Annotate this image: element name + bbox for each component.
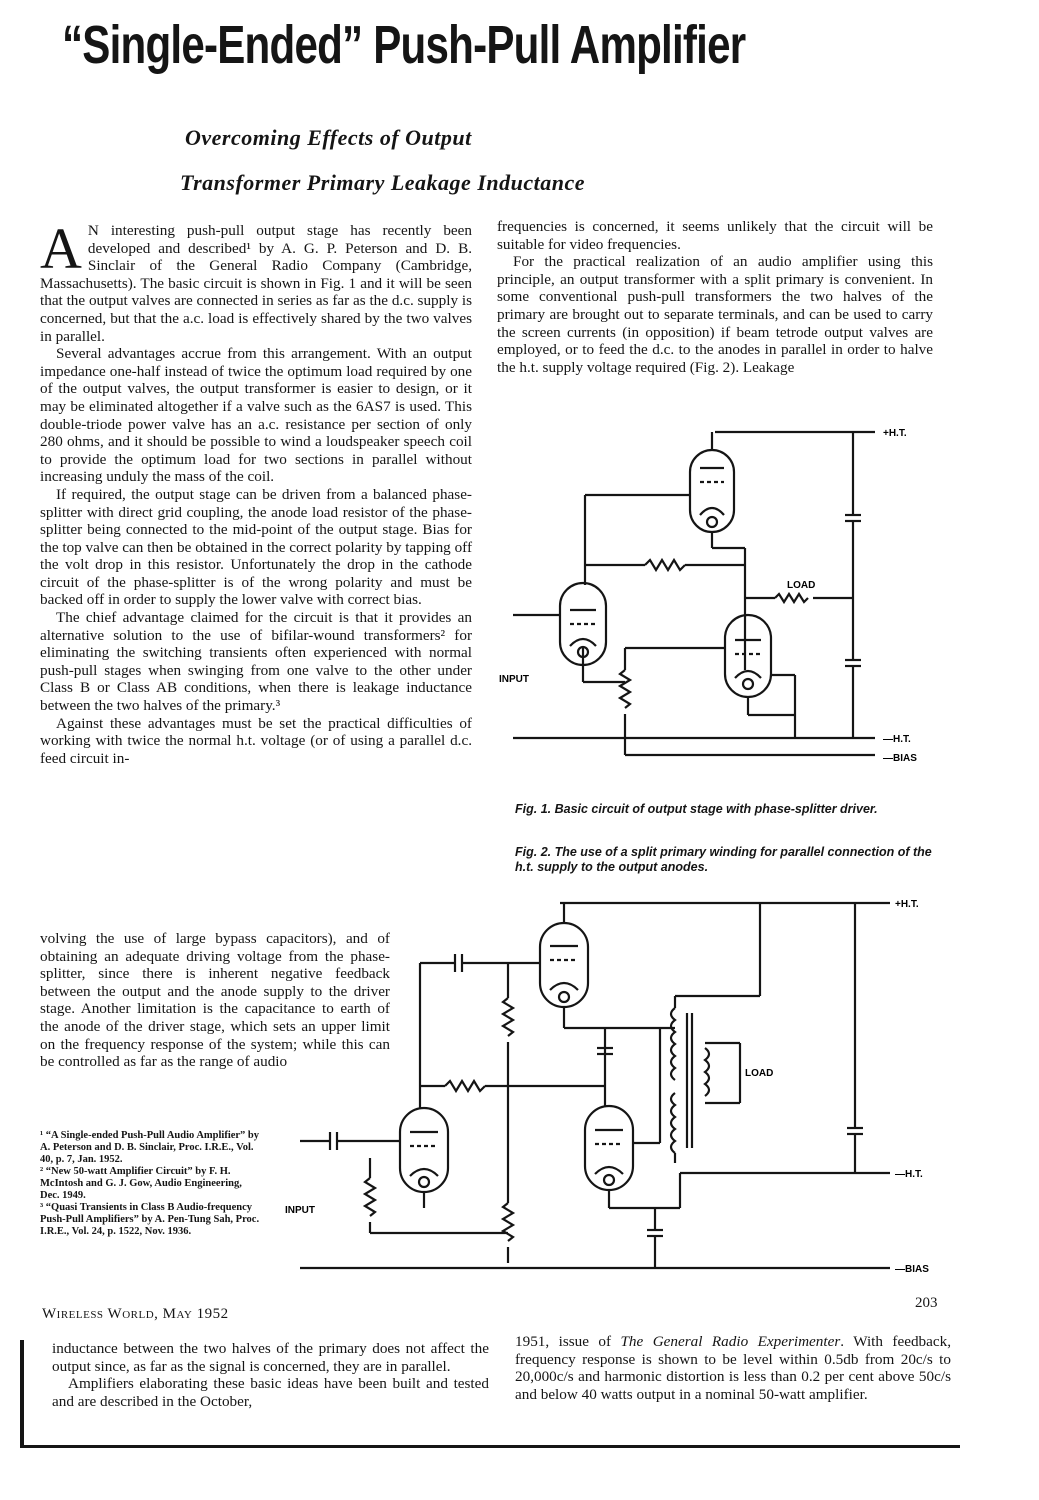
fig2-input-label: INPUT	[285, 1205, 315, 1216]
footnotes	[40, 1130, 260, 1238]
column-bottom-right	[515, 1333, 951, 1403]
paragraph-advantages: Several advantages accrue from this arrangement. With an output impedance one-half instead of twice the optimum load required by one of the output valves, the output transformer is easier to design, or it may be eliminated altogether if a valve such as the 6AS7 is used. This double-triode power valve has an a.c. resistance per section of only 280 ohms, and it should be possible to wind a loudspeaker speech coil to provide the optimum load for two sections in parallel without increasing unduly the mass of the coil.	[40, 345, 472, 486]
cathode-resistor-icon	[620, 670, 630, 708]
paragraph-experimenter	[515, 1333, 951, 1403]
column-right-top	[497, 218, 933, 376]
resistor-icon	[445, 1081, 485, 1091]
fig2-ht-plus-label: +H.T.	[895, 899, 919, 910]
paragraph-split-primary: For the practical realization of an audio amplifier using this principle, an output transformer with a split primary is convenient. In some conventional push-pull transformers the two halves of the primary are brought out to separate terminals, and can be used to carry the screen currents (in opposition) if beam tetrode output valves are employed, or to feed the d.c. to the anodes in parallel in order to halve the h.t. supply voltage required (Fig. 2). Leakage	[497, 253, 933, 376]
fig1-load-label: LOAD	[787, 580, 816, 591]
valve-driver-icon	[400, 1108, 448, 1192]
footnote-2: ² “New 50-watt Amplifier Circuit” by F. H. McIntosh and G. J. Gow, Audio Engineering, Dec. 1949.	[40, 1166, 242, 1201]
resistor-icon	[645, 560, 685, 570]
column-bottom-left	[52, 1340, 489, 1410]
journal-name: The General Radio Experimenter	[620, 1333, 841, 1350]
paragraph-leakage: inductance between the two halves of the primary does not affect the output since, as far as the signal is concerned, they are in parallel.	[52, 1340, 489, 1375]
fig1-bias-label: —BIAS	[883, 753, 917, 764]
subtitle-line-1: Overcoming Effects of Output	[185, 125, 472, 150]
figure-1-circuit	[495, 420, 940, 780]
figure-1-caption: Fig. 1. Basic circuit of output stage with phase-splitter driver.	[515, 802, 878, 816]
fig1-input-label: INPUT	[499, 674, 529, 685]
output-transformer-icon	[671, 1008, 709, 1153]
fig1-ht-minus-label: —H.T.	[883, 734, 911, 745]
text-segment: . With feedback, frequency response is shown to be level within 0.5db from 20c/s to 20,000c/s and harmonic distortion is less than 0.2 per cent above 50c/s and below 40 watts output in a nominal 50-watt amplifier.	[515, 1333, 952, 1403]
fig2-bias-label: —BIAS	[895, 1264, 929, 1275]
fig2-ht-minus-label: —H.T.	[895, 1169, 923, 1180]
margin-bar	[20, 1340, 24, 1448]
subtitle-line-2: Transformer Primary Leakage Inductance	[180, 170, 585, 195]
page-footer-publication: Wireless World, May 1952	[42, 1306, 229, 1322]
paragraph-driving: If required, the output stage can be driven from a balanced phase-splitter with direct grid coupling, the anode load resistor of the phase-splitter being connected to the mid-point of the output stage. Bias for the top valve can then be obtained in the correct polarity by tapping off the volt drop in this resistor. Unfortunately the drop in the cathode circuit of the phase-splitter is of the wrong polarity and must be backed off in order to supply the lower valve with correct bias.	[40, 485, 472, 609]
vertical-resistor-icon	[503, 998, 513, 1036]
page-number: 203	[915, 1295, 938, 1311]
column-left-top	[40, 216, 472, 767]
footnote-3: ³ “Quasi Transients in Class B Audio-frequency Push-Pull Amplifiers” by A. Pen-Tung Sah, Proc. I.R.E., Vol. 24, p. 1522, Nov. 1936.	[40, 1202, 260, 1237]
paragraph-video: frequencies is concerned, it seems unlikely that the circuit will be suitable for video frequencies.	[497, 218, 933, 253]
article-title: “Single-Ended” Push-Pull Amplifier	[62, 15, 746, 75]
paragraph-difficulties: Against these advantages must be set the practical difficulties of working with twice the normal h.t. voltage (or of using a parallel d.c. feed circuit in-	[40, 714, 472, 767]
paragraph-chief-advantage: The chief advantage claimed for the circuit is that it provides an alternative solution to the use of bifilar-wound transformers² for eliminating the switching transients often experienced with normal push-pull stages when swinging from one valve to the other under Class B or Class AB conditions, when there is leakage inductance between the two halves of the primary.³	[40, 609, 472, 715]
paragraph-intro-text: N interesting push-pull output stage has recently been developed and described¹ by A. G. P. Peterson and D. B. Sinclair of the General Radio Company (Cambridge, Massachusetts). The basic circuit is shown in Fig. 1 and it will be seen that the output valves are connected in series as far as the d.c. supply is concerned, but that the a.c. load is effectively shared by the two valves in parallel.	[40, 222, 472, 345]
load-resistor-icon	[775, 594, 808, 602]
paragraph-difficulties-continued: volving the use of large bypass capacitors), and of obtaining an adequate driving voltage from the phase-splitter, since there is inherent negative feedback between the output and the anode supply to the driver stage. Another limitation is the capacitance to earth of the anode of the driver stage, which sets an upper limit on the frequency response of the system; while this can be controlled as far as the range of audio	[40, 930, 390, 1071]
fig1-ht-plus-label: +H.T.	[883, 428, 907, 439]
bias-resistor-icon	[503, 1203, 513, 1241]
valve-bottom-icon	[725, 615, 771, 697]
grid-resistor-icon	[365, 1178, 375, 1216]
valve-bottom-icon	[585, 1106, 633, 1190]
fig2-load-label: LOAD	[745, 1068, 774, 1079]
bottom-rule	[20, 1445, 960, 1448]
text-segment: 1951, issue of	[515, 1333, 621, 1350]
footnote-1: ¹ “A Single-ended Push-Pull Audio Amplifier” by A. Peterson and D. B. Sinclair, Proc. I.R.E., Vol. 40, p. 7, Jan. 1952.	[40, 1130, 260, 1165]
paragraph-intro	[40, 216, 472, 345]
drop-cap: A	[40, 216, 82, 281]
figure-2-circuit	[285, 888, 955, 1288]
valve-top-icon	[690, 450, 734, 532]
valve-top-icon	[540, 923, 588, 1007]
figure-2-caption: Fig. 2. The use of a split primary winding for parallel connection of the h.t. supply to the output anodes.	[515, 845, 932, 874]
paragraph-elaborating: Amplifiers elaborating these basic ideas have been built and tested and are described in the October,	[52, 1375, 489, 1410]
